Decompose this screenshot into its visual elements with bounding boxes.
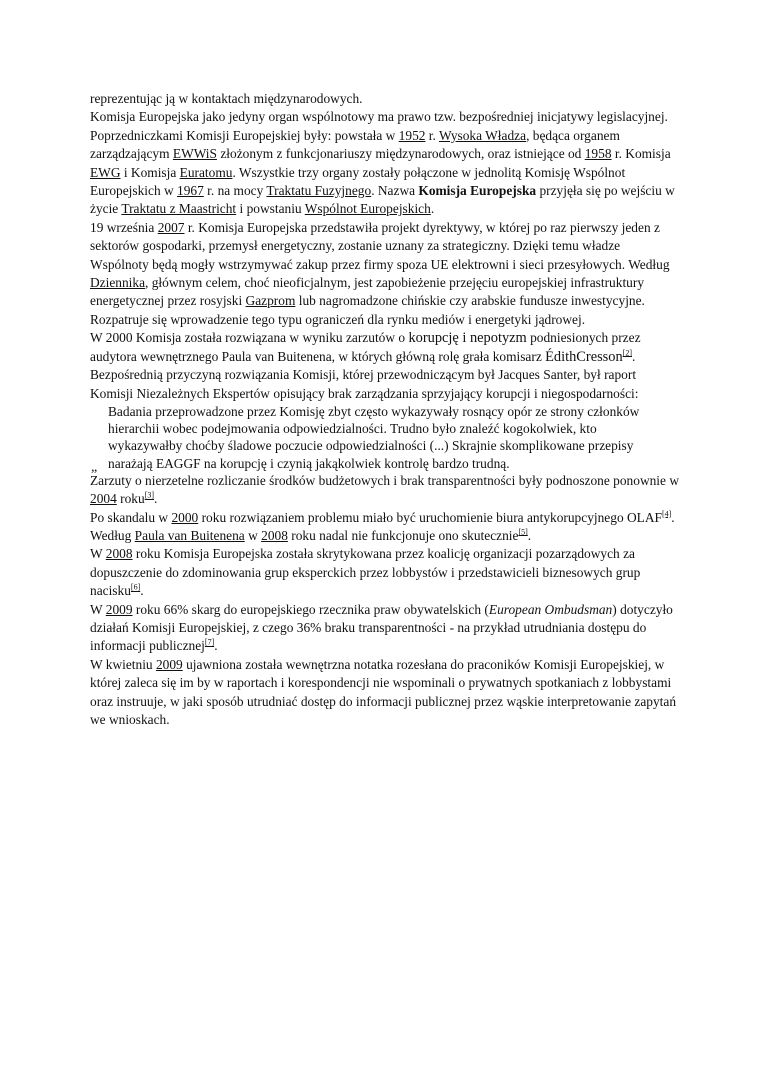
paragraph-energy-directive <box>90 219 680 329</box>
link-traktat-fuzyjny[interactable]: Traktatu Fuzyjnego <box>266 183 372 199</box>
paragraph-2008-criticism <box>90 545 680 600</box>
text: podniesionych przez audytora wewnętrznego Paula van Buitenena, w których główną rolę grała komisarz <box>90 330 641 364</box>
text: . <box>527 527 532 543</box>
text: i powstaniu <box>236 201 305 217</box>
text: . <box>154 491 158 507</box>
link-wysoka-wladza[interactable]: Wysoka Władza <box>438 127 527 143</box>
link-2004[interactable]: 2004 <box>90 491 117 507</box>
paragraph-olaf <box>90 509 680 546</box>
paragraph-dissolution <box>90 329 680 403</box>
text: . Bezpośrednią przyczyną rozwiązania Komisji, której przewodniczącym był Jacques Santer, był raport Komisji Niezależnych Ekspertów opisujący brak zarządzania sprzyjający korupcji i niegospodarności: <box>90 348 639 401</box>
link-1967[interactable]: 1967 <box>177 183 204 199</box>
text: , głównym celem, choć nieoficjalnym, jest zapobieżenie przejęciu europejskiej infrastruktury energetycznej przez rosyjski <box>90 275 645 309</box>
text: i Komisja <box>120 164 180 180</box>
link-euratom[interactable]: Euratomu <box>179 164 233 180</box>
link-2009[interactable]: 2009 <box>105 601 133 617</box>
paragraph-memo <box>90 656 680 730</box>
text: ujawniona została wewnętrzna notatka rozesłana do praconików Komisji Europejskiej, w której zaleca się im by w raportach i korespondencji nie wspominali o prywatnych spotkaniach z lobbystami oraz instruuje, w jaki sposób utrudniać dostęp do informacji publicznej przez wąskie interpretowanie zapytań we wnioskach. <box>90 656 677 727</box>
link-gazprom[interactable]: Gazprom <box>245 293 296 309</box>
paragraph-intro-end: reprezentując ją w kontaktach międzynarodowych. <box>90 91 363 106</box>
link-2008[interactable]: 2008 <box>105 546 133 562</box>
text: r. na mocy <box>203 183 267 199</box>
text: r. Komisja Europejska przedstawiła projekt dyrektywy, w której po raz pierwszy jeden z sektorów gospodarki, przemysł energetyczny, zostanie uznany za strategiczny. Dzięki temu władze Wspólnoty będą mogły wstrzymywać zakup przez firmy spoza UE elektrowni i sieci przesyłowych. Według <box>90 219 670 272</box>
text: W <box>90 546 106 562</box>
text: roku nadal nie funkcjonuje ono skutecznie <box>287 527 519 543</box>
text: roku 66% skarg do europejskiego rzecznika praw obywatelskich ( <box>132 601 489 617</box>
blockquote <box>91 403 668 475</box>
bold-term: Komisja Europejska <box>418 183 537 199</box>
text: r. <box>425 127 439 143</box>
text: przyjęła się po wejściu w życie <box>90 183 675 217</box>
quote-text: Badania przeprowadzone przez Komisję zbyt często wykazywały rosnący opór ze strony członków hierarchii wobec podejmowania odpowiedzialności. Trudno było znaleźć kogokolwiek, kto wykazywałby choćby śladowe poczucie odpowiedzialności (...) Skrajnie skomplikowane przepisy narażają EAGGF na korupcję i czynią jakąkolwiek kontrolę bardzo trudną. <box>108 403 640 471</box>
link-wspolnoty-europejskie[interactable]: Wspólnot Europejskich <box>304 201 431 217</box>
paragraph-predecessors <box>90 127 680 219</box>
footnote-ref-2[interactable]: [2] <box>622 348 632 358</box>
link-ewwis[interactable]: EWWiS <box>172 146 217 162</box>
quote-mark: „ <box>91 459 98 475</box>
text: . Nazwa <box>371 183 419 199</box>
paragraph-ombudsman <box>90 601 680 656</box>
text: r. Komisja <box>611 146 671 162</box>
text: . Wszystkie trzy organy zostały połączone w jednolitą Komisję Wspólnot Europejskich w <box>90 164 626 199</box>
text: . <box>430 201 435 217</box>
link-dziennik[interactable]: Dziennika <box>90 275 146 291</box>
footnote-ref-5[interactable]: [5] <box>518 527 528 537</box>
text: Po skandalu w <box>90 509 172 525</box>
paragraph-initiative: Komisja Europejska jako jedyny organ wspólnotowy ma prawo tzw. bezpośredniej inicjatywy legislacyjnej. <box>90 109 668 125</box>
link-ewg[interactable]: EWG <box>90 164 121 180</box>
text: . <box>140 583 144 599</box>
text: . <box>214 638 218 654</box>
text: W <box>90 601 106 617</box>
text: Poprzedniczkami Komisji Europejskiej były: powstała w <box>90 127 399 143</box>
footnote-ref-6[interactable]: [6] <box>130 582 141 592</box>
footnote-ref-7[interactable]: [7] <box>204 637 215 647</box>
footnote-ref-3[interactable]: [3] <box>144 490 155 500</box>
text: złożonym z funkcjonariuszy międzynarodowych, oraz istniejące od <box>216 146 585 162</box>
link-traktat-maastricht[interactable]: Traktatu z Maastricht <box>121 201 237 217</box>
link-2000[interactable]: 2000 <box>171 509 199 525</box>
text: W 2000 Komisja została rozwiązana w wyniku zarzutów o <box>90 330 409 346</box>
link-1952[interactable]: 1952 <box>398 127 426 143</box>
link-2008[interactable]: 2008 <box>261 527 288 543</box>
text: , będąca organem zarządzającym <box>90 127 620 162</box>
text: ) dotyczyło działań Komisji Europejskiej, z czego 36% braku transparentności - na przykład utrudniania dostępu do informacji publicznej <box>90 601 673 654</box>
italic-term: European Ombudsman <box>488 601 613 617</box>
text: ÉdithCresson <box>545 348 623 365</box>
text: roku rozwiązaniem problemu miało być uruchomienie biura antykorupcyjnego OLAF <box>198 509 662 525</box>
link-paul-van-buitenen[interactable]: Paula van Buitenena <box>134 527 245 543</box>
text: w <box>244 527 262 543</box>
text: . Według <box>90 509 675 543</box>
text: lub nagromadzone chińskie czy arabskie fundusze inwestycyjne. Rozpatruje się wprowadzenie tego typu ograniczeń dla rynku mediów i energetyki jądrowej. <box>90 293 645 327</box>
document-page <box>90 90 680 729</box>
text: Zarzuty o nierzetelne rozliczanie środków budżetowych i brak transparentności były podnoszone ponownie w <box>90 472 679 488</box>
text: roku Komisja Europejska została skrytykowana przez koalicję organizacji pozarządowych za dopuszczenie do zdominowania grup eksperckich przez lobbystów i przedstawicieli biznesowych grup nacisku <box>90 546 641 599</box>
text: roku <box>116 491 145 507</box>
paragraph-2004 <box>90 472 680 509</box>
link-2009[interactable]: 2009 <box>155 656 183 672</box>
link-1958[interactable]: 1958 <box>584 146 612 162</box>
text: 19 września <box>90 219 158 235</box>
text: W kwietniu <box>90 656 156 672</box>
link-2007[interactable]: 2007 <box>157 219 185 235</box>
footnote-ref-4[interactable]: [4] <box>661 509 672 519</box>
text: korupcję i nepotyzm <box>408 330 527 347</box>
